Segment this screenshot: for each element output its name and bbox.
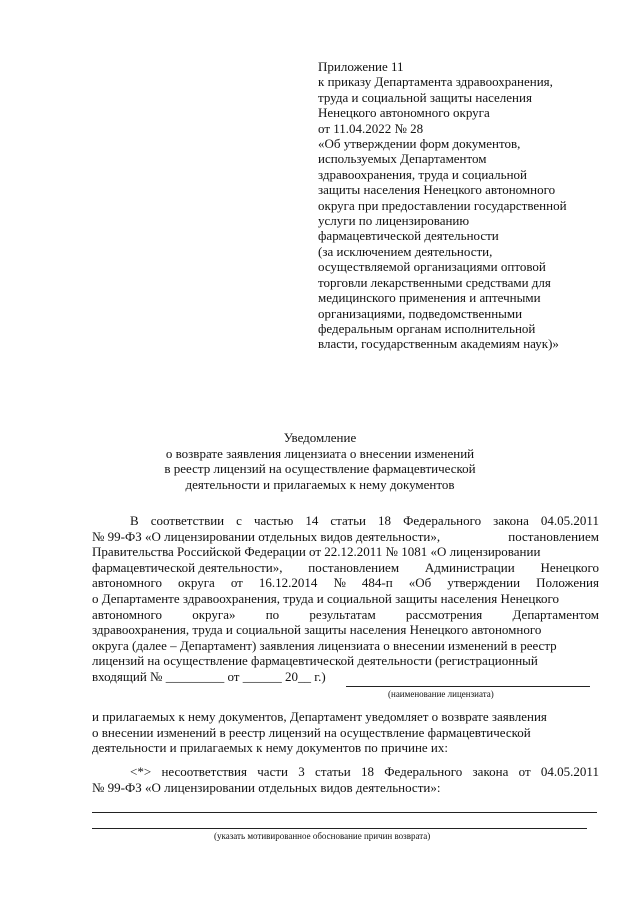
word: округа (далее – Департамент) заявления лицензиата о внесении изменений в реестр (92, 637, 557, 653)
appendix-line: торговли лекарственными средствами для (318, 274, 551, 290)
title-line: о возврате заявления лицензиата о внесении изменений (165, 445, 475, 461)
word: соответствии (150, 513, 225, 528)
word: <*> (130, 764, 152, 779)
word: округа» (192, 606, 236, 622)
word: № (333, 575, 346, 591)
reason-line-1 (92, 812, 597, 813)
word: закона (472, 764, 509, 779)
word: по (265, 606, 280, 622)
registration-line: входящий № _________ от ______ 20__ г.) (92, 668, 326, 684)
appendix-line: труда и социальной защиты населения (318, 89, 532, 105)
word: части (257, 764, 288, 779)
word: Ненецкого (540, 559, 599, 575)
text-line (92, 653, 599, 669)
appendix-line: фармацевтической деятельности (318, 228, 499, 244)
appendix-line: округа при предоставлении государственной (318, 197, 567, 213)
appendix-line: (за исключением деятельности, (318, 243, 493, 259)
word: утверждении (447, 575, 521, 591)
word: 04.05.2011 (540, 513, 599, 528)
text-line (92, 575, 599, 591)
word: постановлением (308, 559, 400, 575)
text-line (92, 638, 599, 654)
word: несоответствия (161, 764, 247, 779)
word: Федерального (384, 764, 463, 779)
word: от (518, 764, 531, 779)
word: 18 (360, 764, 374, 779)
paragraph-reason (92, 764, 599, 795)
word: Федерального (403, 513, 482, 528)
appendix-line: федеральным органам исполнительной (318, 320, 536, 336)
text-line (92, 622, 599, 638)
word: 18 (378, 513, 392, 528)
word: результатам (309, 606, 376, 622)
text-line: № 99-ФЗ «О лицензировании отдельных видов деятельности»: (92, 779, 441, 795)
appendix-line: услуги по лицензированию (318, 213, 470, 229)
notice-title (0, 430, 640, 492)
reason-caption: (указать мотивированное обоснование причин возврата) (214, 831, 431, 841)
word: 16.12.2014 (258, 575, 318, 591)
word: 3 (298, 764, 305, 779)
text-line (92, 560, 599, 576)
word: закона (493, 513, 529, 528)
text-line (92, 725, 599, 741)
appendix-line: медицинского применения и аптечными (318, 290, 541, 306)
title-line: деятельности и прилагаемых к нему документов (185, 476, 455, 492)
word: с (236, 513, 242, 528)
appendix-line: осуществляемой организациями оптовой (318, 259, 546, 275)
appendix-header (318, 59, 618, 352)
title-line: Уведомление (283, 430, 357, 445)
licensee-name-underline (346, 686, 590, 687)
appendix-line: Ненецкого автономного округа (318, 105, 490, 121)
appendix-line: власти, государственным академиям наук)» (318, 336, 559, 352)
word: частью (253, 513, 294, 528)
word: от (230, 575, 243, 591)
paragraph-return (92, 709, 599, 756)
word: Департаментом (512, 606, 599, 622)
word: лицензий на осуществление фармацевтической деятельности (регистрационный (92, 653, 538, 669)
text-line (92, 544, 599, 560)
text-line: деятельности и прилагаемых к нему документов по причине их: (92, 740, 448, 756)
paragraph-basis (92, 513, 599, 685)
text-line (92, 607, 599, 623)
word: «Об (408, 575, 432, 591)
word: здравоохранения, труда и социальной защиты населения Ненецкого автономного (92, 622, 542, 638)
word: и прилагаемых к нему документов, Департамент уведомляет о возврате заявления (92, 709, 547, 724)
text-line (92, 764, 599, 780)
word: 484-п (361, 575, 393, 591)
licensee-caption: (наименование лицензиата) (388, 689, 494, 699)
word: фармацевтической деятельности», (92, 559, 283, 575)
appendix-line: от 11.04.2022 № 28 (318, 120, 424, 136)
word: автономного (92, 575, 162, 591)
word: 04.05.2011 (540, 764, 599, 779)
appendix-line: здравоохранения, труда и социальной (318, 166, 527, 182)
title-line: в реестр лицензий на осуществление фармацевтической (164, 461, 476, 476)
word: Положения (536, 575, 599, 591)
word: статьи (330, 513, 367, 528)
word: Администрации (424, 559, 515, 575)
word: рассмотрения (405, 606, 483, 622)
word: округа (178, 575, 215, 591)
appendix-line: к приказу Департамента здравоохранения, (318, 74, 553, 90)
word: Правительства Российской Федерации от 22.12.2011 № 1081 «О лицензировании (92, 544, 541, 560)
text-line (92, 513, 599, 529)
word: статьи (315, 764, 351, 779)
word: постановлением (508, 528, 599, 544)
word: автономного (92, 606, 162, 622)
word: о внесении изменений в реестр лицензий на осуществление фармацевтической (92, 724, 531, 740)
appendix-line: используемых Департаментом (318, 151, 487, 167)
appendix-line: Приложение 11 (318, 59, 404, 74)
word: о Департаменте здравоохранения, труда и социальной защиты населения Ненецкого (92, 590, 559, 606)
appendix-line: защиты населения Ненецкого автономного (318, 182, 556, 198)
appendix-line: организациями, подведомственными (318, 305, 523, 321)
word: № 99-ФЗ «О лицензировании отдельных видов деятельности», (92, 528, 441, 544)
word: В (130, 513, 139, 528)
text-line (92, 709, 599, 725)
text-line (92, 591, 599, 607)
word: 14 (305, 513, 319, 528)
text-line (92, 529, 599, 545)
appendix-line: «Об утверждении форм документов, (318, 136, 521, 152)
reason-line-2 (92, 828, 587, 829)
